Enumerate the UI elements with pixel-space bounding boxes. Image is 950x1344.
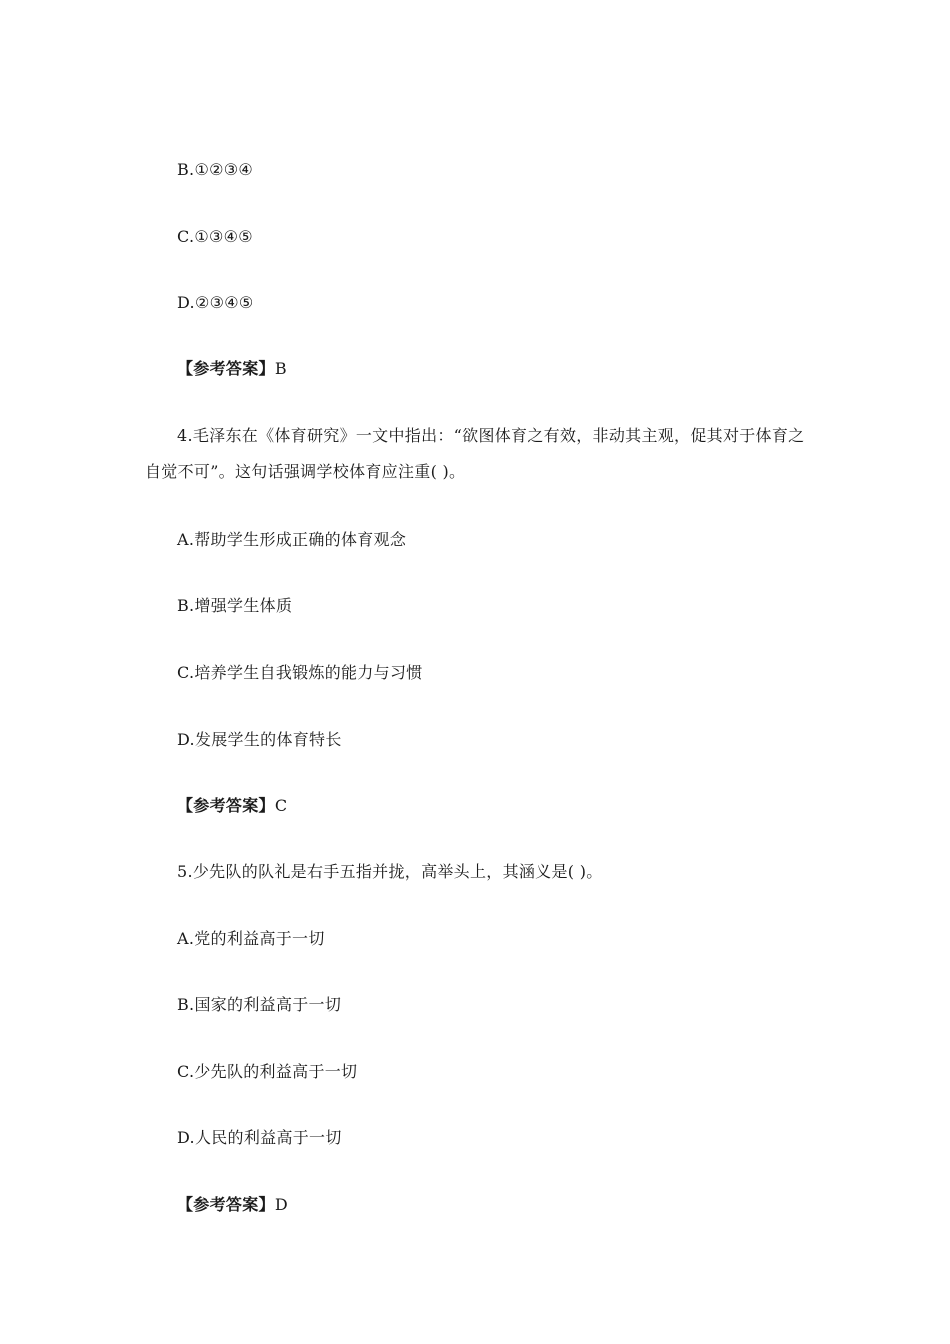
q4-stem-line1: 4.毛泽东在《体育研究》一文中指出：“欲图体育之有效，非动其主观，促其对于体育之	[177, 426, 805, 445]
q5-answer-label: 【参考答案】	[177, 1195, 275, 1214]
q3-answer-label: 【参考答案】	[177, 359, 275, 378]
q5-answer-value: D	[274, 1195, 288, 1214]
q4-option-b: B.增强学生体质	[177, 596, 293, 615]
q5-answer	[177, 1195, 288, 1215]
q5-option-c: C.少先队的利益高于一切	[177, 1062, 358, 1081]
q4-answer	[177, 796, 287, 816]
q4-stem-line2: 自觉不可”。这句话强调学校体育应注重( )。	[145, 462, 466, 481]
q5-option-b: B.国家的利益高于一切	[177, 995, 342, 1014]
q4-option-c: C.培养学生自我锻炼的能力与习惯	[177, 663, 423, 682]
q4-answer-label: 【参考答案】	[177, 796, 275, 815]
q4-answer-value: C	[274, 796, 288, 815]
q5-stem: 5.少先队的队礼是右手五指并拢，高举头上，其涵义是( )。	[177, 862, 603, 881]
q4-option-a: A.帮助学生形成正确的体育观念	[177, 530, 407, 549]
q3-answer-value: B	[274, 359, 287, 378]
q5-option-a: A.党的利益高于一切	[177, 929, 325, 948]
q5-option-d: D.人民的利益高于一切	[177, 1128, 342, 1147]
q3-option-b: B.①②③④	[177, 160, 254, 179]
q4-option-d: D.发展学生的体育特长	[177, 730, 342, 749]
q3-option-d: D.②③④⑤	[177, 293, 254, 312]
q3-option-c: C.①③④⑤	[177, 227, 253, 246]
q3-answer	[177, 359, 287, 379]
